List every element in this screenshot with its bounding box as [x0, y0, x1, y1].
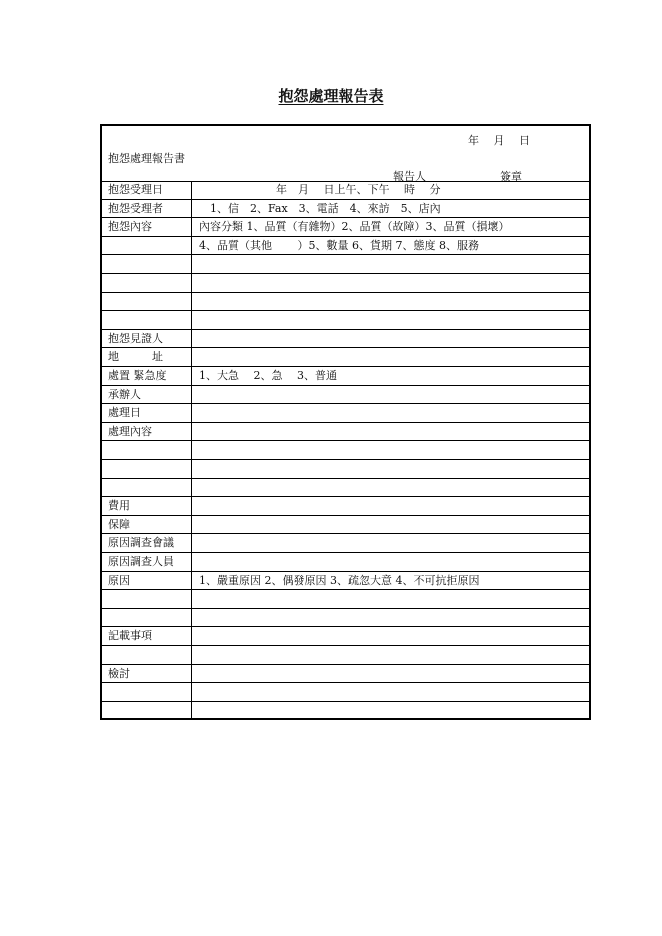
- form-row: [102, 683, 589, 702]
- form-row: [102, 665, 589, 684]
- row-label: [102, 255, 192, 273]
- form-row: [102, 423, 589, 442]
- row-label: 抱怨受理者: [102, 200, 192, 218]
- row-label: 處理日: [102, 404, 192, 422]
- row-label: [102, 311, 192, 329]
- row-label: 處理內容: [102, 423, 192, 441]
- form-row: [102, 572, 589, 591]
- form-row: [102, 274, 589, 293]
- report-form: [100, 124, 591, 720]
- form-row: [102, 311, 589, 330]
- row-label: [102, 702, 192, 721]
- row-label: 費用: [102, 497, 192, 515]
- form-row: [102, 534, 589, 553]
- date-line: 年 月 日: [468, 134, 530, 147]
- row-label: [102, 460, 192, 478]
- row-label: [102, 609, 192, 627]
- row-value[interactable]: 1、信 2、Fax 3、電話 4、來訪 5、店內: [199, 201, 441, 215]
- row-value[interactable]: 內容分類 1、品質（有雜物）2、品質（故障）3、品質（損壞）: [199, 220, 510, 234]
- row-label: 抱怨見證人: [102, 330, 192, 348]
- seal-label: 簽章: [500, 170, 522, 183]
- row-value[interactable]: 年 月 日上午、下午 時 分: [199, 183, 441, 196]
- row-label: [102, 590, 192, 608]
- form-row: [102, 460, 589, 479]
- row-label: [102, 293, 192, 311]
- form-row: [102, 702, 589, 721]
- row-label: 記載事項: [102, 627, 192, 645]
- form-row: [102, 293, 589, 312]
- form-row: [102, 479, 589, 498]
- form-row: [102, 646, 589, 665]
- form-row: [102, 348, 589, 367]
- row-label: 地 址: [102, 348, 192, 366]
- row-label: 處置 緊急度: [102, 367, 192, 385]
- form-row: [102, 497, 589, 516]
- form-row: [102, 181, 589, 200]
- reporter-label: 報告人: [393, 170, 426, 183]
- form-row: [102, 590, 589, 609]
- row-label: 原因調查會議: [102, 534, 192, 552]
- form-row: [102, 367, 589, 386]
- form-row: [102, 627, 589, 646]
- form-row: [102, 609, 589, 628]
- form-row: [102, 255, 589, 274]
- form-row: [102, 218, 589, 237]
- row-label: [102, 683, 192, 701]
- row-label: [102, 274, 192, 292]
- row-label: [102, 237, 192, 255]
- form-row: [102, 553, 589, 572]
- form-row: [102, 404, 589, 423]
- row-label: [102, 646, 192, 664]
- row-value[interactable]: 4、品質（其他 ）5、數量 6、貨期 7、態度 8、服務: [199, 238, 479, 252]
- form-row: [102, 441, 589, 460]
- form-header: [102, 126, 589, 182]
- page-title: [0, 85, 662, 106]
- title-text: 抱怨處理報告表: [278, 87, 384, 105]
- row-value[interactable]: 1、嚴重原因 2、偶發原因 3、疏忽大意 4、不可抗拒原因: [199, 573, 480, 587]
- form-row: [102, 386, 589, 405]
- row-value[interactable]: 1、大急 2、急 3、普通: [199, 369, 337, 382]
- row-label: [102, 441, 192, 459]
- form-row: [102, 237, 589, 256]
- row-label: 承辦人: [102, 386, 192, 404]
- row-label: 抱怨內容: [102, 218, 192, 236]
- row-label: 抱怨受理日: [102, 181, 192, 199]
- row-label: 原因: [102, 572, 192, 590]
- row-label: 原因調查人員: [102, 553, 192, 571]
- document-label: 抱怨處理報告書: [108, 152, 185, 165]
- row-label: 檢討: [102, 665, 192, 683]
- row-label: 保障: [102, 516, 192, 534]
- form-row: [102, 200, 589, 219]
- row-label: [102, 479, 192, 497]
- form-row: [102, 516, 589, 535]
- form-row: [102, 330, 589, 349]
